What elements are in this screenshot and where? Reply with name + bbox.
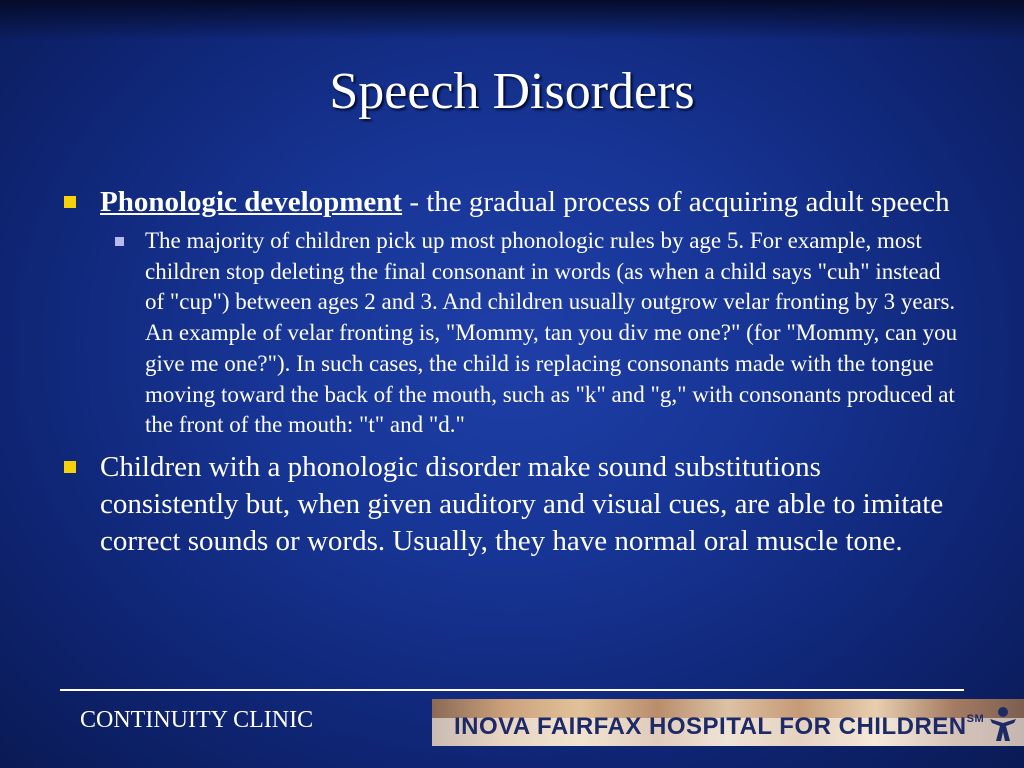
top-shade — [0, 0, 1024, 40]
footer-clinic-name: CONTINUITY CLINIC — [80, 707, 314, 733]
service-mark: SM — [966, 713, 985, 725]
hospital-name — [454, 713, 984, 741]
bullet-text: Children with a phonologic disorder make sound substitutions consistently but, when given auditory and visual cues, are able to imitate correct sounds or words. Usually, they have normal oral muscle tone. — [100, 450, 944, 557]
bullet-item — [60, 449, 960, 560]
slide-title: Speech Disorders — [329, 63, 695, 120]
square-bullet-icon — [115, 237, 124, 246]
sub-bullet-item — [60, 226, 965, 441]
square-bullet-icon — [64, 196, 76, 208]
hospital-banner — [432, 699, 1024, 746]
hospital-name-text: INOVA FAIRFAX HOSPITAL FOR CHILDREN — [454, 713, 967, 740]
slide-content — [60, 184, 960, 560]
bullet-text — [100, 184, 960, 221]
person-figure-icon — [988, 705, 1018, 743]
sub-bullet-text: The majority of children pick up most phonologic rules by age 5. For example, most children stop deleting the final consonant in words (as when a child says "cuh" instead of "cup") between ages 2 and 3. And children usually outgrow velar fronting by 3 years. An example of velar fronting is, "Mommy, tan you div me one?" (for "Mommy, can you give me one?"). In such cases, the child is replacing consonants made with the tongue moving toward the back of the mouth, such as "k" and "g," with consonants produced at the front of the mouth: "t" and "d." — [145, 228, 958, 438]
bullet-definition: - the gradual process of acquiring adult speech — [402, 186, 950, 218]
footer-divider — [60, 689, 964, 691]
bullet-term: Phonologic development — [100, 186, 403, 218]
bullet-item — [60, 184, 960, 221]
square-bullet-icon — [64, 461, 76, 473]
